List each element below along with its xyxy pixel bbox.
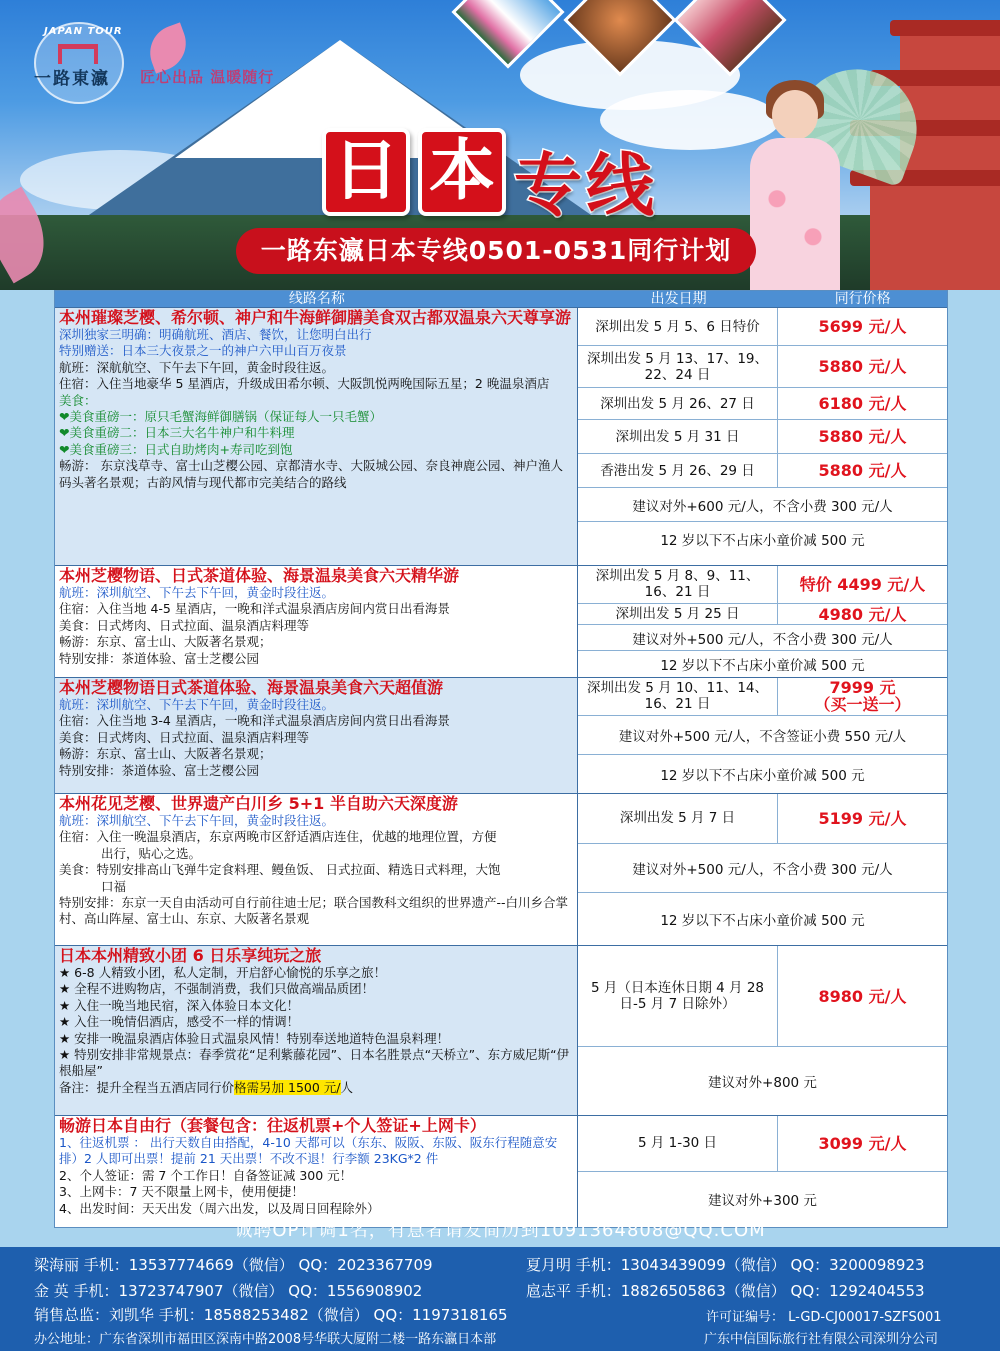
route-line [59,1080,573,1096]
route-prices [578,1116,947,1227]
route-line: 住宿：入住当地 3-4 星酒店，一晚和洋式温泉酒店房间内赏日出看海景 [59,713,450,729]
note-cell: 12 岁以下不占床小童价减 500 元 [660,913,865,930]
title-rest: 专线 [514,147,659,226]
table-row [578,308,947,346]
route-title: 本州璀璨芝樱、希尔顿、神户和牛海鲜御膳美食双古都双温泉六天尊享游 [59,308,572,327]
contact-2: 金 英 手机：13723747907（微信） QQ：1556908902 [34,1282,423,1300]
note-text: 人 [340,1079,354,1095]
route-title: 日本本州精致小团 6 日乐享纯玩之旅 [59,946,322,965]
route-line: 住宿：入住当地豪华 5 星酒店，升级成田希尔顿、大阪凯悦两晚国际五星；2 晚温泉酒店 [59,376,550,392]
route-line: ❤美食重磅二：日本三大名牛神户和牛料理 [59,425,295,441]
table-row [578,716,947,756]
torii-icon [58,44,98,64]
date-cell: 深圳出发 5 月 13、17、19、22、24 日 [578,346,778,387]
table-row [578,678,947,716]
route-line: 2、个人签证：需 7 个工作日！自备签证减 300 元！ [59,1167,353,1183]
route-line: ★ 入住一晚当地民宿，深入体验日本文化！ [59,997,300,1013]
note-cell: 建议对外+500 元/人，不含签证小费 550 元/人 [618,729,907,745]
route-line: 航班：深圳航空、下午去下午回，黄金时段往返。 [59,697,335,712]
route-title: 本州芝樱物语、日式茶道体验、海景温泉美食六天精华游 [59,566,460,585]
table-row [578,755,947,793]
date-cell: 5 月 1-30 日 [578,1116,778,1171]
route-line: ★ 全程不进购物店，不强制消费，我们只做高端品质团！ [59,981,375,997]
price-cell: 特价 4499 元/人 [799,574,926,594]
recruit-notice: 诚聘OP计调1名，有意者请发简历到1091364808@QQ.COM [234,1220,766,1241]
office-address: 办公地址：广东省深圳市福田区深南中路2008号华联大厦附二楼一路东瀛日本部 [34,1332,497,1347]
hero-banner [0,0,1000,290]
route-line: 住宿：入住一晚温泉酒店，东京两晚市区舒适酒店连住，优越的地理位置，方便 [59,829,497,845]
title-char-2: 本 [418,128,506,216]
table-row [578,1047,947,1115]
table-row [578,893,947,945]
route-line: 3、上网卡：7 天不限量上网卡，使用便捷！ [59,1184,304,1200]
price-cell: 4980 元/人 [818,604,907,624]
logo-name: 一路東瀛 [34,69,110,89]
route-line: 美食： [59,392,97,408]
table-row [578,604,947,626]
slogan: 匠心出品 温暖随行 [140,68,275,86]
route-line: 口福 [101,878,127,894]
license-number: 许可证编号： L-GD-CJ00017-SZFS001 [706,1310,942,1325]
route-line: 畅游： 东京浅草寺、富士山芝樱公园、京都清水寺、大阪城公园、奈良神鹿公园、神户渔人码头著名景观；古韵风情与现代都市完美结合的路线 [59,458,563,490]
table-row [578,488,947,522]
table-row [578,566,947,604]
route-prices [578,946,947,1115]
date-cell: 深圳出发 5 月 5、6 日特价 [578,308,778,345]
date-cell: 深圳出发 5 月 31 日 [578,420,778,453]
route-details [55,566,578,677]
price-cell: 8980 元/人 [818,986,907,1006]
date-cell: 深圳出发 5 月 25 日 [578,604,778,625]
price-value: 7999 元 [829,678,896,698]
route-section [55,307,947,565]
table-row [578,388,947,420]
note-text: 备注：提升全程当五酒店同行价 [59,1079,235,1095]
route-line: ★ 安排一晚温泉酒店体验日式温泉风情！特别奉送地道特色温泉料理！ [59,1030,450,1046]
route-prices [578,308,947,565]
note-cell: 12 岁以下不占床小童价减 500 元 [660,768,865,785]
table-row [578,454,947,488]
price-cell: 5880 元/人 [818,357,907,376]
note-cell: 12 岁以下不占床小童价减 500 元 [660,658,865,675]
price-cell: 6180 元/人 [818,394,907,413]
route-line: 特别安排：东京一天自由活动可自行前往迪士尼；联合国教科文组织的世界遗产--白川乡合掌村、高山阵屋、富士山、东京、大阪著名景观 [59,895,569,927]
route-section [55,1115,947,1227]
price-cell [778,678,947,715]
col-route: 线路名称 [288,291,345,307]
route-details [55,794,578,945]
date-cell: 深圳出发 5 月 7 日 [578,794,778,843]
plan-banner: 一路东瀛日本专线0501-0531同行计划 [236,228,756,274]
logo-tour-text: JAPAN TOUR [44,26,123,37]
route-details [55,946,578,1115]
route-line: 畅游：东京、富士山、大阪著名景观； [59,746,272,762]
table-row [578,844,947,894]
route-prices [578,794,947,945]
kimono-woman-image [740,70,850,290]
note-cell: 建议对外+800 元 [708,1075,817,1092]
route-line: 住宿：入住当地 4-5 星酒店，一晚和洋式温泉酒店房间内赏日出看海景 [59,601,450,617]
price-cell: 5199 元/人 [818,808,907,828]
contact-4: 夏月明 手机：13043439099（微信） QQ：3200098923 [526,1256,925,1274]
note-highlight: 格需另加 1500 元/ [234,1079,341,1095]
table-row [578,794,947,844]
route-title: 本州芝樱物语日式茶道体验、海景温泉美食六天超值游 [59,678,444,697]
route-line: 出行，贴心之选。 [101,845,202,861]
route-line: 特别安排：茶道体验、富士芝樱公园 [59,762,260,778]
route-title: 本州花见芝樱、世界遗产白川乡 5+1 半自助六天深度游 [59,794,458,813]
contact-3: 销售总监：刘凯华 手机：18588253482（微信） QQ：1197318165 [34,1306,508,1324]
table-row [578,522,947,556]
price-promo: （买一送一） [814,695,911,715]
route-line: 深圳独家三明确：明确航班、酒店、餐饮，让您明白出行 [59,327,372,342]
route-line: 畅游：东京、富士山、大阪著名景观； [59,634,272,650]
route-line: ❤美食重磅一：原只毛蟹海鲜御膳锅（保证每人一只毛蟹） [59,409,382,425]
note-cell: 建议对外+600 元/人，不含小费 300 元/人 [632,498,893,515]
route-line: 1、往返机票 ： 出行天数自由搭配，4-10 天都可以（东东、阪阪、东阪、阪东行程随意安排）2 人即可出票！提前 21 天出票！不改不退！行李额 23KG*2 件 [59,1135,558,1167]
route-line: 特别赠送：日本三大夜景之一的神户六甲山百万夜景 [59,343,347,359]
company-name: 广东中信国际旅行社有限公司深圳分公司 [704,1332,939,1347]
date-cell: 香港出发 5 月 26、29 日 [578,454,778,487]
table-row [578,346,947,388]
date-cell: 深圳出发 5 月 26、27 日 [578,388,778,419]
table-row [578,420,947,454]
contact-5: 扈志平 手机：18826505863（微信） QQ：1292404553 [526,1282,925,1300]
note-cell: 建议对外+300 元 [708,1193,817,1210]
price-cell: 3099 元/人 [818,1133,907,1153]
table-row [578,1116,947,1172]
route-line: 美食：特别安排高山飞弹牛定食料理、鳗鱼饭、 日式拉面、精选日式料理，大饱 [59,862,501,878]
route-section [55,565,947,677]
route-details [55,678,578,793]
contact-1: 梁海丽 手机：13537774669（微信） QQ：2023367709 [34,1256,433,1274]
price-cell: 5880 元/人 [818,461,907,480]
title-char-1: 日 [322,128,410,216]
route-line: ★ 特别安排非常规景点：春季赏花“足利紫藤花园”、日本名胜景点“天桥立”、东方威尼斯“伊根船屋” [59,1047,570,1079]
route-section [55,793,947,945]
route-prices [578,678,947,793]
note-cell: 12 岁以下不占床小童价减 500 元 [660,533,865,549]
route-line: 4、出发时间：天天出发（周六出发，以及周日回程除外） [59,1200,380,1216]
route-line: 航班：深航航空、下午去下午回，黄金时段往返。 [59,359,335,375]
note-cell: 建议对外+500 元/人，不含小费 300 元/人 [632,631,893,648]
price-cell: 5699 元/人 [818,317,907,336]
route-line: 美食：日式烤肉、日式拉面、温泉酒店料理等 [59,729,310,745]
price-cell: 5880 元/人 [818,427,907,446]
date-cell: 深圳出发 5 月 10、11、14、16、21 日 [578,678,778,715]
route-section [55,677,947,793]
route-prices [578,566,947,677]
route-details [55,308,578,565]
col-date: 出发日期 [650,291,707,307]
route-title: 畅游日本自由行（套餐包含：往返机票+个人签证+上网卡） [59,1116,486,1135]
route-line: 航班：深圳航空、下午去下午回，黄金时段往返。 [59,813,335,828]
table-row [578,651,947,677]
date-cell: 深圳出发 5 月 8、9、11、16、21 日 [578,566,778,603]
route-line: ❤美食重磅三：日式自助烤肉+寿司吃到饱 [59,441,293,457]
route-line: ★ 入住一晚情侣酒店，感受不一样的情调！ [59,1014,300,1030]
table-header [55,291,947,307]
table-row [578,625,947,651]
contact-panel [0,1247,1000,1351]
route-details [55,1116,578,1227]
route-line: 美食：日式烤肉、日式拉面、温泉酒店料理等 [59,617,310,633]
route-line: 特别安排：茶道体验、富士芝樱公园 [59,650,260,666]
route-section [55,945,947,1115]
col-price: 同行价格 [834,291,891,307]
itinerary-table [54,290,948,1228]
route-line: ★ 6-8 人精致小团，私人定制，开启舒心愉悦的乐享之旅！ [59,965,387,980]
table-row [578,946,947,1047]
route-line: 航班：深圳航空、下午去下午回，黄金时段往返。 [59,585,335,600]
date-cell: 5 月（日本连休日期 4 月 28 日-5 月 7 日除外） [578,946,778,1046]
note-cell: 建议对外+500 元/人，不含小费 300 元/人 [632,862,893,878]
